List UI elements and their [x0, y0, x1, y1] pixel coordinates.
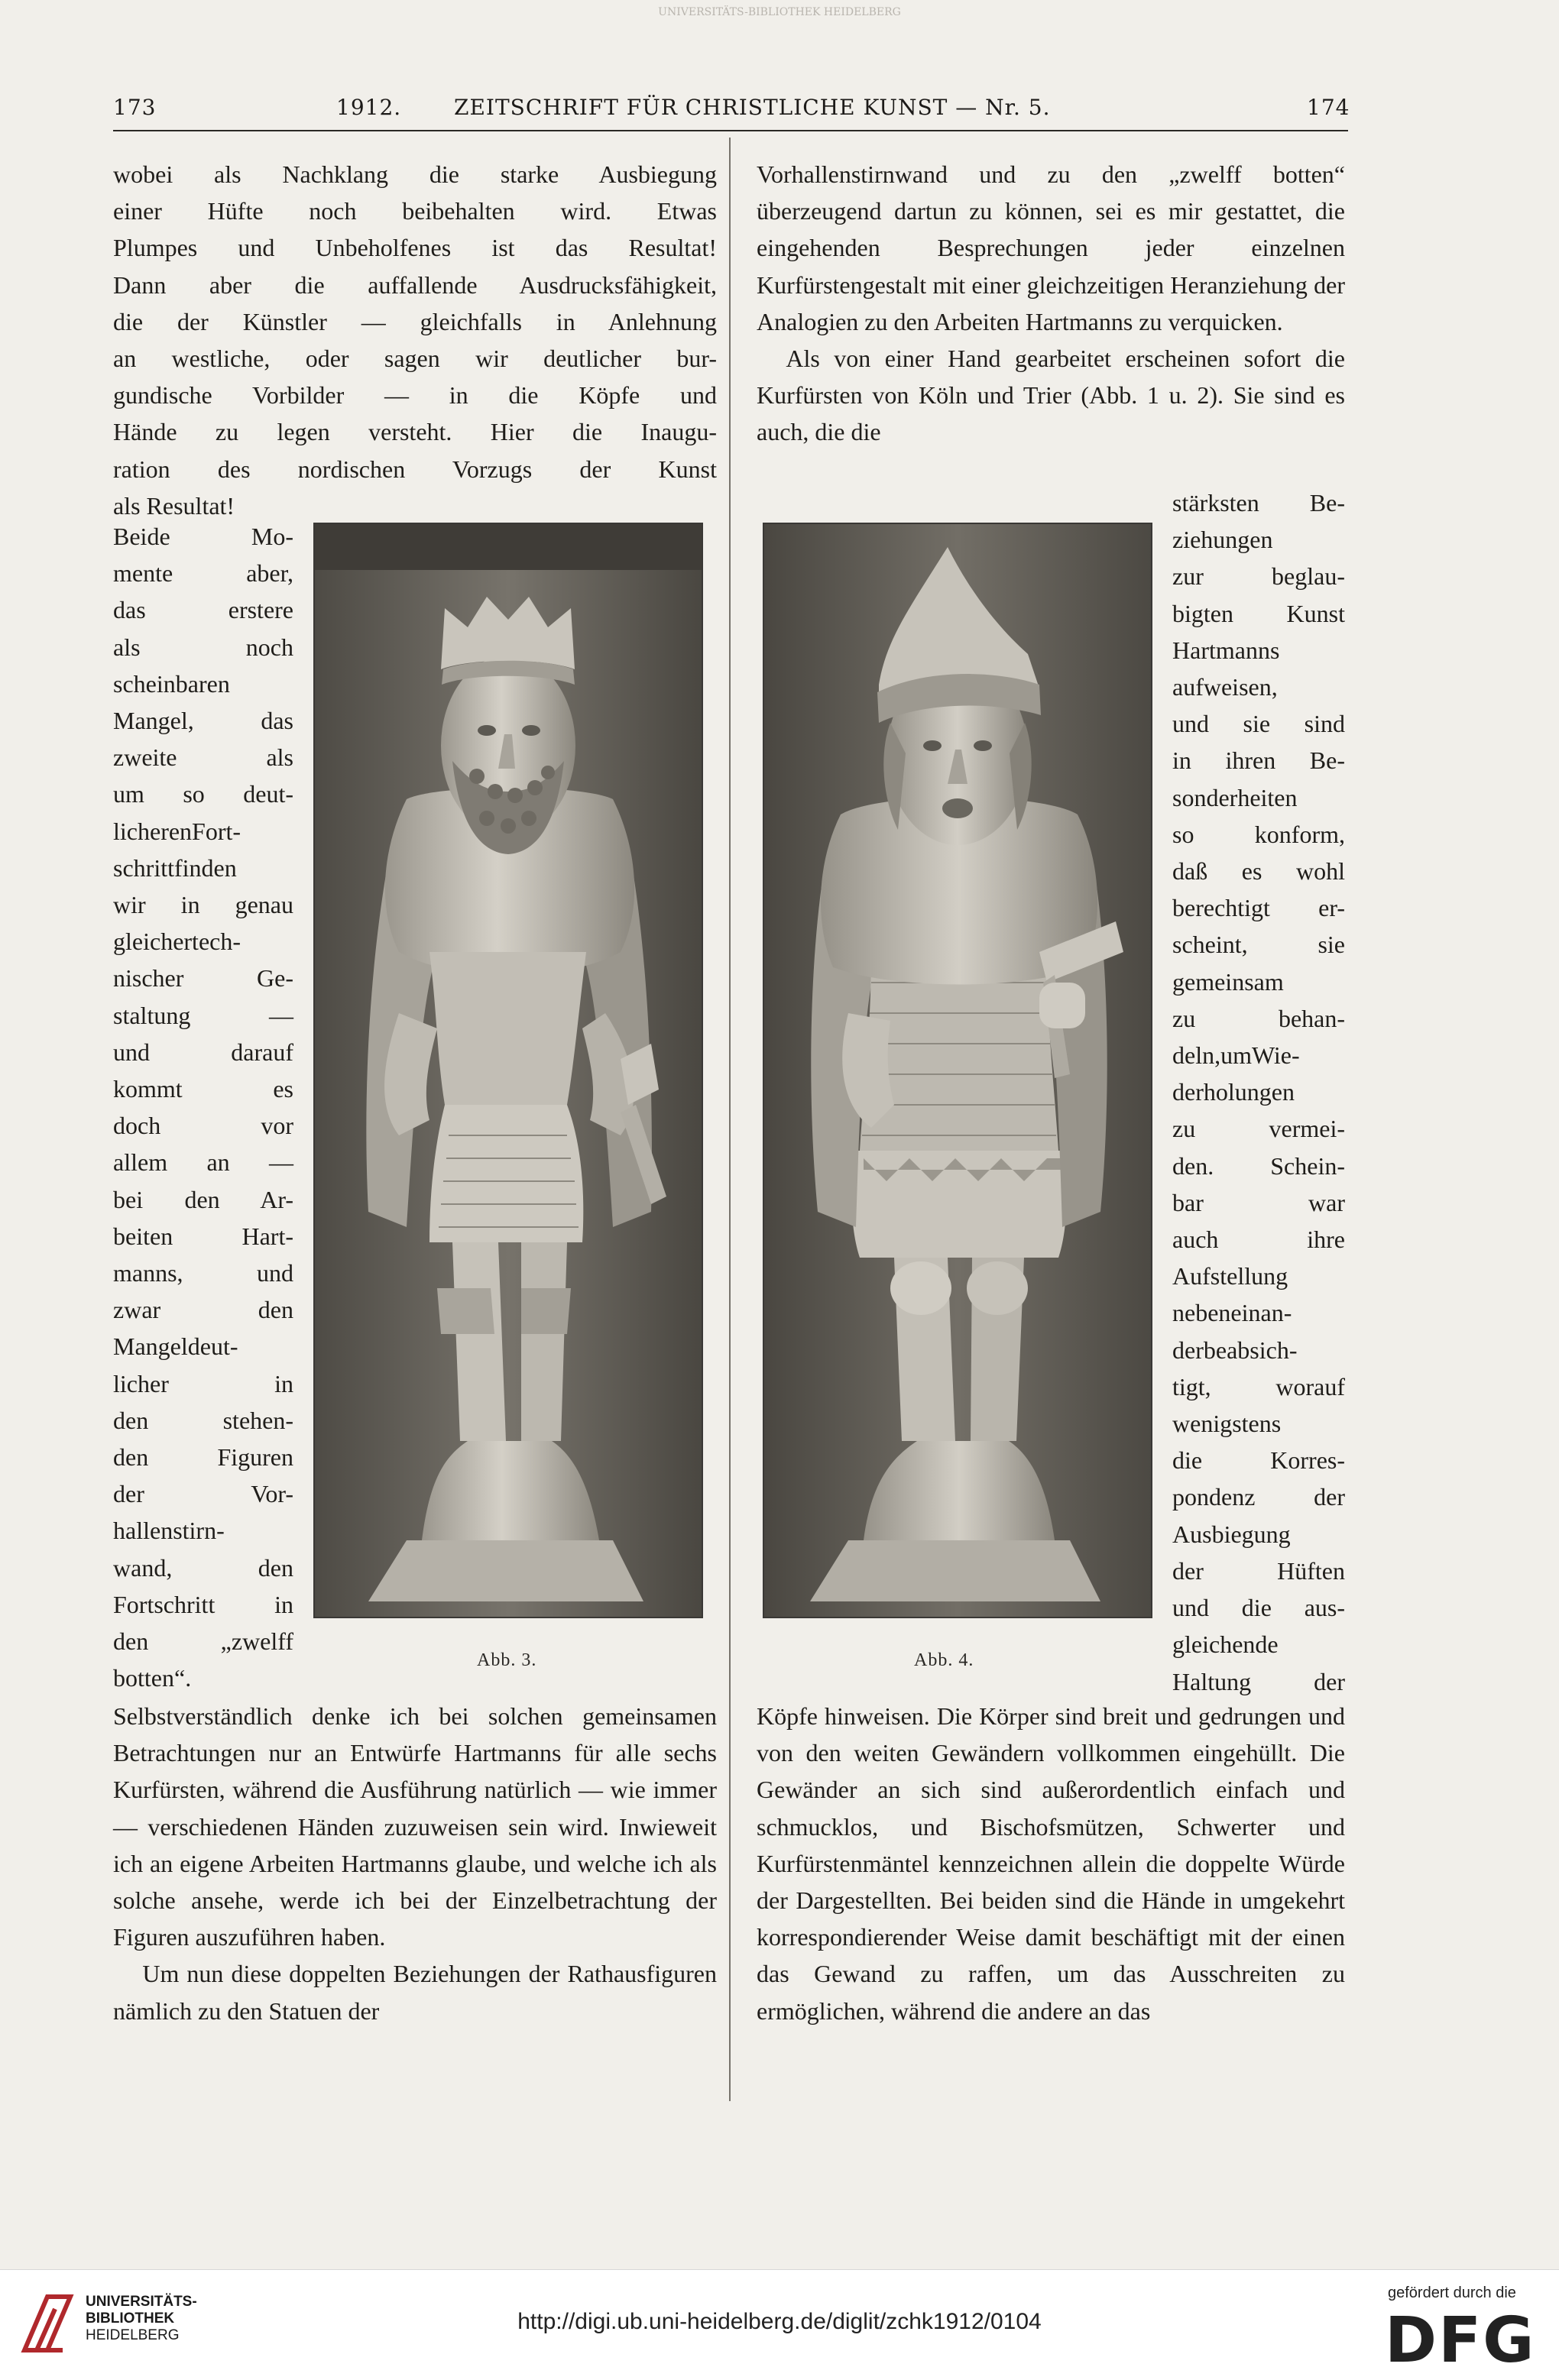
right-narrow-line: in ihren Be-: [1172, 746, 1345, 775]
right-narrow-line: derholungen: [1172, 1078, 1295, 1106]
left-narrow-line: gleichertech-: [113, 928, 241, 956]
left-narrow-line: beiten Hart-: [113, 1222, 293, 1250]
right-narrow-line: tigt, worauf: [1172, 1372, 1345, 1400]
left-top-line: wobei als Nachklang die starke Ausbiegung: [113, 160, 717, 188]
left-narrow-line: doch vor: [113, 1112, 293, 1140]
header-rule: [113, 130, 1348, 131]
header-title: ZEITSCHRIFT FÜR CHRISTLICHE KUNST — Nr. 5.: [454, 95, 1051, 120]
right-narrow-line: und sie sind: [1172, 710, 1345, 738]
left-narrow-line: um so deut-: [113, 780, 293, 808]
left-narrow-line: allem an —: [113, 1148, 293, 1177]
right-narrow-line: gemeinsam: [1172, 967, 1284, 996]
funded-by-label: gefördert durch die: [1388, 2284, 1516, 2301]
left-narrow-line: staltung —: [113, 1001, 293, 1029]
left-narrow-line: den stehen-: [113, 1406, 293, 1434]
right-narrow-line: pondenz der: [1172, 1483, 1345, 1511]
left-paragraph-2: Um nun diese doppelten Beziehungen der Rathausfiguren nämlich zu den Statuen der: [113, 1960, 717, 2025]
left-narrow-line: licher in: [113, 1369, 293, 1397]
left-paragraph-1: Selbstverständlich denke ich bei solchen gemeinsamen Betrachtungen nur an Entwürfe Hartmanns für alle sechs Kurfürsten, während die Ausführung natürlich — wie immer — verschiedenen Händen zuzuweisen sein wird. Inwieweit ich an eigene Arbeiten Hartmanns glaube, und welche ich als solche ansehe, werde ich bei der Einzelbetrachtung der Figuren auszuführen haben.: [113, 1702, 717, 1951]
right-narrow-line: deln,umWie-: [1172, 1041, 1300, 1070]
right-narrow-line: stärksten Be-: [1172, 489, 1345, 516]
left-narrow-line: bei den Ar-: [113, 1185, 293, 1213]
right-narrow-line: Haltung der: [1172, 1667, 1345, 1695]
dfg-logo: DFG: [1385, 2304, 1536, 2377]
right-column-bottom: [757, 1698, 1345, 2029]
left-narrow-line: mente aber,: [113, 559, 293, 588]
caption-abb-4: Abb. 4.: [914, 1650, 974, 1670]
left-narrow-line: den Figuren: [113, 1443, 293, 1472]
left-top-line: einer Hüfte noch beibehalten wird. Etwas: [113, 197, 717, 225]
left-column-bottom: [113, 1698, 717, 2029]
left-narrow-line: zwar den: [113, 1296, 293, 1324]
left-top-line: Dann aber die auffallende Ausdrucksfähigkeit,: [113, 270, 717, 299]
right-narrow-line: zu behan-: [1172, 1004, 1345, 1032]
library-line-3: HEIDELBERG: [86, 2327, 180, 2343]
left-narrow-line: Mangeldeut-: [113, 1332, 238, 1361]
left-narrow-line: scheinbaren: [113, 669, 230, 698]
right-narrow-line: nebeneinan-: [1172, 1299, 1292, 1327]
left-top-line: an westliche, oder sagen wir deutlicher bur-: [113, 345, 717, 373]
right-narrow-line: zur beglau-: [1172, 562, 1345, 591]
right-narrow-line: Aufstellung: [1172, 1262, 1288, 1290]
left-top-line: Hände zu legen versteht. Hier die Inaugu-: [113, 418, 717, 446]
right-narrow-line: berechtigt er-: [1172, 894, 1345, 922]
left-narrow-line: den „zwelff: [113, 1627, 293, 1656]
right-narrow-line: daß es wohl: [1172, 857, 1345, 886]
left-narrow-line: der Vor-: [113, 1480, 293, 1508]
left-top-line: ration des nordischen Vorzugs der Kunst: [113, 455, 717, 483]
right-paragraph-3: Köpfe hinweisen. Die Körper sind breit und gedrungen und von den weiten Gewändern vollkommen eingehüllt. Die Gewänder an sich sind außerordentlich einfach und schmucklos, und Bischofsmützen, Schwerter und Kurfürstenmäntel kennzeichnen allein die doppelte Würde der Dargestellten. Bei beiden sind die Hände in umgekehrt korrespondierender Weise damit beschäftigt mit der einen das Gewand zu raffen, um das Ausschreiten zu ermöglichen, während die andere an das: [757, 1702, 1345, 2025]
source-url-link[interactable]: http://digi.ub.uni-heidelberg.de/diglit/zchk1912/0104: [517, 2309, 1042, 2334]
right-narrow-text: [1172, 484, 1345, 1700]
left-top-text: [113, 156, 717, 524]
left-narrow-line: das erstere: [113, 596, 293, 624]
right-narrow-line: wenigstens: [1172, 1410, 1282, 1438]
left-narrow-line: manns, und: [113, 1259, 293, 1287]
right-narrow-line: so konform,: [1172, 820, 1345, 848]
right-narrow-line: ziehungen: [1172, 526, 1273, 554]
right-narrow-line: derbeabsich-: [1172, 1336, 1298, 1364]
statue-photo-3: [315, 524, 702, 1617]
left-top-line: als Resultat!: [113, 491, 235, 520]
right-narrow-line: der Hüften: [1172, 1556, 1345, 1585]
left-narrow-line: als noch: [113, 633, 293, 661]
left-top-line: Plumpes und Unbeholfenes ist das Resultat!: [113, 234, 717, 262]
right-column-top: [757, 156, 1345, 451]
left-top-line: gundische Vorbilder — in die Köpfe und: [113, 381, 717, 410]
library-line-1: UNIVERSITÄTS-: [86, 2294, 197, 2310]
right-narrow-line: Ausbiegung: [1172, 1520, 1291, 1548]
left-narrow-text: [113, 518, 293, 1697]
right-narrow-line: bigten Kunst: [1172, 599, 1345, 627]
right-narrow-line: den. Schein-: [1172, 1151, 1345, 1180]
left-narrow-line: wand, den: [113, 1553, 293, 1582]
library-line-2: BIBLIOTHEK: [86, 2310, 175, 2327]
caption-abb-3: Abb. 3.: [477, 1650, 537, 1670]
right-narrow-line: aufweisen,: [1172, 673, 1278, 701]
left-narrow-line: kommt es: [113, 1075, 293, 1103]
statue-photo-4: [764, 524, 1151, 1617]
left-narrow-line: wir in genau: [113, 891, 293, 919]
left-narrow-line: zweite als: [113, 743, 293, 772]
header-year: 1912.: [336, 95, 402, 120]
column-divider: [729, 138, 731, 2101]
left-narrow-line: schrittfinden: [113, 853, 237, 882]
left-narrow-line: Beide Mo-: [113, 523, 293, 550]
watermark: UNIVERSITÄTS-BIBLIOTHEK HEIDELBERG: [658, 6, 901, 18]
left-column-top: [113, 156, 717, 524]
right-narrow-line: und die aus-: [1172, 1594, 1345, 1622]
right-narrow-line: bar war: [1172, 1188, 1345, 1216]
page-number-left: 173: [113, 95, 157, 120]
figure-abb-4: [763, 523, 1152, 1618]
page-number-right: 174: [1307, 95, 1350, 120]
left-narrow-line: nischer Ge-: [113, 964, 293, 992]
right-narrow-line: sonderheiten: [1172, 783, 1298, 811]
left-narrow-line: und darauf: [113, 1038, 293, 1066]
right-narrow-line: auch ihre: [1172, 1226, 1345, 1254]
left-narrow-line: Mangel, das: [113, 707, 293, 735]
left-top-line: die der Künstler — gleichfalls in Anlehnung: [113, 307, 717, 335]
right-narrow-line: scheint, sie: [1172, 931, 1345, 959]
right-narrow-line: die Korres-: [1172, 1446, 1345, 1475]
figure-abb-3: [313, 523, 703, 1618]
left-narrow-line: Fortschritt in: [113, 1590, 293, 1618]
right-paragraph-1: Vorhallenstirnwand und zu den „zwelff botten“ überzeugend dartun zu können, sei es mir gestattet, die eingehenden Besprechungen jeder einzelnen Kurfürstengestalt mit einer gleichzeitigen Heranziehung der Analogien zu den Arbeiten Hartmanns zu verquicken.: [757, 160, 1345, 335]
right-narrow-line: Hartmanns: [1172, 636, 1280, 664]
left-narrow-line: hallenstirn-: [113, 1517, 225, 1545]
left-narrow-line: botten“.: [113, 1664, 192, 1692]
right-narrow-line: gleichende: [1172, 1630, 1279, 1659]
right-paragraph-2: Als von einer Hand gearbeitet erscheinen sofort die Kurfürsten von Köln und Trier (Abb. 1 u. 2). Sie sind es auch, die die: [757, 345, 1345, 446]
left-narrow-line: licherenFort-: [113, 817, 241, 845]
right-narrow-line: zu vermei-: [1172, 1115, 1345, 1143]
